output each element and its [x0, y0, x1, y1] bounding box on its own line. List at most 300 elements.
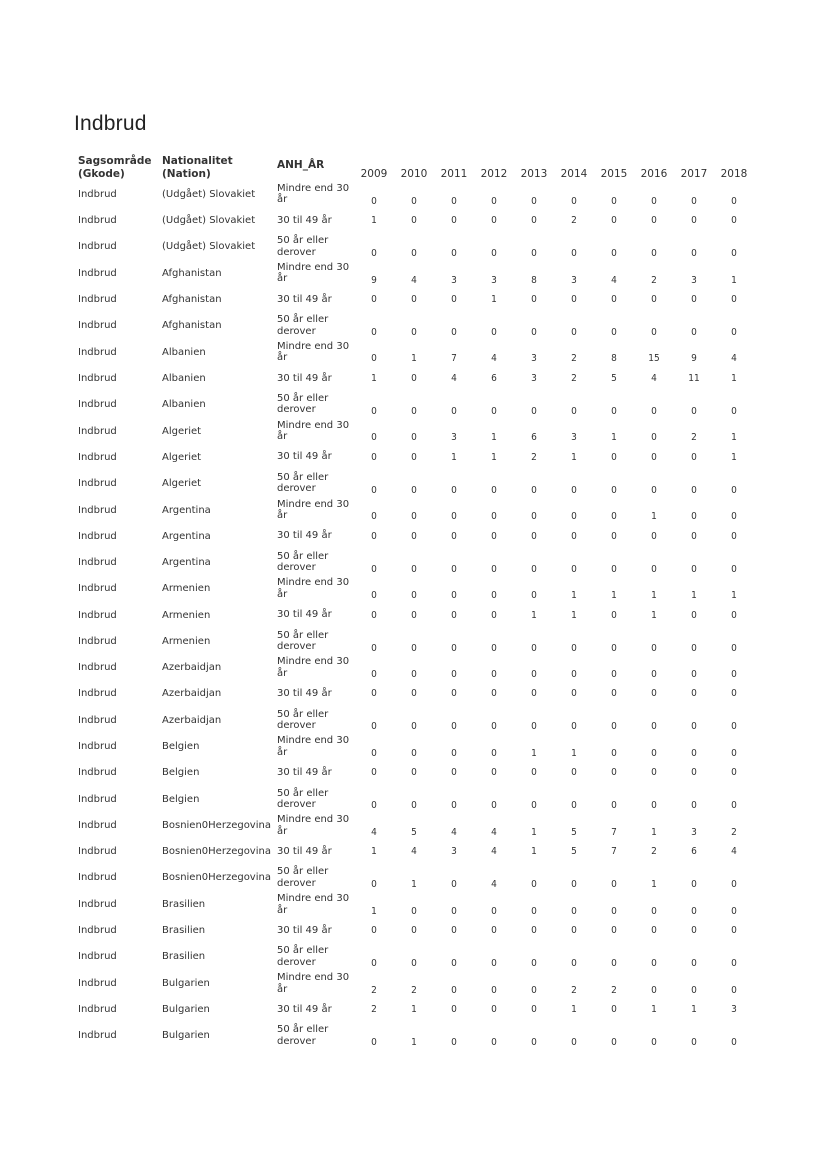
value-cell: 0 — [571, 530, 577, 542]
area-cell: Indbrud — [78, 899, 117, 911]
nation-cell: Armenien — [162, 583, 211, 595]
area-cell: Indbrud — [78, 741, 117, 753]
value-cell: 0 — [731, 1037, 737, 1049]
nation-cell: Argentina — [162, 504, 211, 516]
value-cell: 0 — [731, 609, 737, 621]
value-cell: 0 — [531, 669, 537, 681]
value-cell: 0 — [491, 984, 497, 996]
nation-cell: Armenien — [162, 609, 211, 621]
value-cell: 0 — [451, 925, 457, 937]
value-cell: 0 — [411, 958, 417, 970]
value-cell: 4 — [491, 827, 497, 839]
value-cell: 1 — [531, 609, 537, 621]
value-cell: 1 — [691, 1004, 697, 1016]
value-cell: 0 — [451, 721, 457, 733]
value-cell: 0 — [691, 484, 697, 496]
area-cell: Indbrud — [78, 793, 117, 805]
value-cell: 0 — [651, 1037, 657, 1049]
value-cell: 0 — [571, 688, 577, 700]
value-cell: 0 — [451, 984, 457, 996]
table-row — [74, 391, 754, 418]
value-cell: 0 — [371, 609, 377, 621]
value-cell: 1 — [371, 214, 377, 226]
value-cell: 3 — [451, 432, 457, 444]
value-cell: 0 — [691, 195, 697, 207]
area-cell: Indbrud — [78, 872, 117, 884]
value-cell: 0 — [491, 195, 497, 207]
value-cell: 0 — [691, 563, 697, 575]
value-cell: 0 — [611, 247, 617, 259]
table-row — [74, 181, 754, 208]
value-cell: 0 — [731, 905, 737, 917]
value-cell: 0 — [411, 372, 417, 384]
value-cell: 1 — [531, 827, 537, 839]
value-cell: 0 — [411, 530, 417, 542]
value-cell: 1 — [691, 590, 697, 602]
value-cell: 0 — [491, 767, 497, 779]
value-cell: 0 — [531, 688, 537, 700]
table-row — [74, 1023, 754, 1050]
age-group-cell: Mindre end 30 år — [277, 340, 350, 364]
value-cell: 1 — [451, 451, 457, 463]
value-cell: 0 — [531, 984, 537, 996]
value-cell: 0 — [371, 721, 377, 733]
value-cell: 0 — [651, 925, 657, 937]
value-cell: 0 — [731, 984, 737, 996]
value-cell: 0 — [611, 1037, 617, 1049]
area-cell: Indbrud — [78, 556, 117, 568]
table-row — [74, 839, 754, 865]
value-cell: 0 — [491, 669, 497, 681]
age-group-cell: 30 til 49 år — [277, 609, 332, 621]
table-row — [74, 628, 754, 655]
nation-cell: Brasilien — [162, 951, 206, 963]
value-cell: 4 — [651, 372, 657, 384]
value-cell: 2 — [371, 1004, 377, 1016]
value-cell: 1 — [371, 372, 377, 384]
value-cell: 2 — [651, 846, 657, 858]
value-cell: 0 — [611, 958, 617, 970]
age-group-cell: 50 år eller derover — [277, 945, 329, 968]
value-cell: 0 — [371, 958, 377, 970]
table-row — [74, 260, 754, 287]
value-cell: 0 — [651, 405, 657, 417]
nation-cell: (Udgået) Slovakiet — [162, 241, 256, 253]
value-cell: 0 — [451, 326, 457, 338]
area-cell: Indbrud — [78, 425, 117, 437]
value-cell: 0 — [531, 195, 537, 207]
value-cell: 0 — [531, 767, 537, 779]
value-cell: 4 — [611, 274, 617, 286]
value-cell: 4 — [731, 353, 737, 365]
value-cell: 0 — [371, 353, 377, 365]
value-cell: 0 — [571, 669, 577, 681]
value-cell: 0 — [371, 563, 377, 575]
value-cell: 0 — [451, 767, 457, 779]
value-cell: 0 — [611, 748, 617, 760]
value-cell: 0 — [411, 688, 417, 700]
value-cell: 0 — [651, 958, 657, 970]
age-group-cell: 50 år eller derover — [277, 314, 329, 337]
value-cell: 4 — [731, 846, 737, 858]
value-cell: 0 — [491, 1004, 497, 1016]
nation-cell: Brasilien — [162, 899, 206, 911]
value-cell: 0 — [731, 669, 737, 681]
column-header-age: ANH_ÅR — [277, 158, 325, 171]
value-cell: 0 — [611, 530, 617, 542]
value-cell: 0 — [411, 767, 417, 779]
value-cell: 0 — [691, 879, 697, 891]
nation-cell: Bulgarien — [162, 1030, 210, 1042]
value-cell: 0 — [571, 326, 577, 338]
value-cell: 0 — [611, 511, 617, 523]
nation-cell: Armenien — [162, 635, 211, 647]
table-row — [74, 865, 754, 892]
table-row — [74, 497, 754, 524]
value-cell: 0 — [651, 530, 657, 542]
value-cell: 0 — [691, 642, 697, 654]
table-row — [74, 418, 754, 445]
value-cell: 1 — [491, 293, 497, 305]
value-cell: 6 — [531, 432, 537, 444]
value-cell: 1 — [411, 353, 417, 365]
nation-cell: Azerbaidjan — [162, 688, 222, 700]
nation-cell: Afghanistan — [162, 267, 222, 279]
value-cell: 0 — [451, 484, 457, 496]
value-cell: 0 — [731, 958, 737, 970]
value-cell: 0 — [651, 484, 657, 496]
value-cell: 0 — [731, 214, 737, 226]
value-cell: 0 — [411, 669, 417, 681]
table-row — [74, 339, 754, 366]
column-header-year: 2009 — [360, 168, 388, 180]
table-row — [74, 233, 754, 260]
nation-cell: Afghanistan — [162, 293, 222, 305]
value-cell: 3 — [491, 274, 497, 286]
value-cell: 0 — [651, 688, 657, 700]
value-cell: 0 — [651, 984, 657, 996]
area-cell: Indbrud — [78, 767, 117, 779]
table-row — [74, 365, 754, 391]
value-cell: 1 — [651, 879, 657, 891]
age-group-cell: 50 år eller derover — [277, 629, 329, 653]
age-group-cell: Mindre end 30 år — [277, 419, 350, 443]
value-cell: 0 — [651, 451, 657, 463]
value-cell: 0 — [731, 563, 737, 575]
value-cell: 0 — [731, 642, 737, 654]
table-row — [74, 444, 754, 470]
value-cell: 0 — [411, 511, 417, 523]
nation-cell: Brasilien — [162, 925, 206, 937]
value-cell: 0 — [611, 800, 617, 812]
value-cell: 3 — [731, 1004, 737, 1016]
value-cell: 7 — [611, 846, 617, 858]
value-cell: 3 — [451, 274, 457, 286]
nation-cell: Argentina — [162, 556, 211, 568]
value-cell: 0 — [531, 247, 537, 259]
area-cell: Indbrud — [78, 688, 117, 700]
value-cell: 0 — [691, 748, 697, 760]
value-cell: 1 — [651, 511, 657, 523]
value-cell: 0 — [691, 767, 697, 779]
value-cell: 0 — [371, 432, 377, 444]
value-cell: 0 — [491, 642, 497, 654]
table-row — [74, 549, 754, 576]
age-group-cell: 50 år eller derover — [277, 550, 329, 574]
value-cell: 0 — [451, 748, 457, 760]
value-cell: 1 — [571, 590, 577, 602]
value-cell: 0 — [571, 879, 577, 891]
value-cell: 0 — [611, 925, 617, 937]
value-cell: 0 — [411, 800, 417, 812]
value-cell: 0 — [451, 1037, 457, 1049]
age-group-cell: 50 år eller derover — [277, 235, 329, 258]
value-cell: 0 — [411, 609, 417, 621]
value-cell: 0 — [531, 530, 537, 542]
area-cell: Indbrud — [78, 188, 117, 200]
value-cell: 7 — [451, 353, 457, 365]
value-cell: 3 — [531, 372, 537, 384]
value-cell: 2 — [411, 984, 417, 996]
value-cell: 11 — [688, 372, 700, 384]
value-cell: 3 — [531, 353, 537, 365]
value-cell: 0 — [411, 905, 417, 917]
value-cell: 0 — [371, 484, 377, 496]
age-group-cell: 30 til 49 år — [277, 530, 332, 542]
value-cell: 0 — [371, 293, 377, 305]
value-cell: 0 — [531, 326, 537, 338]
value-cell: 0 — [491, 214, 497, 226]
value-cell: 4 — [411, 274, 417, 286]
area-cell: Indbrud — [78, 846, 117, 858]
value-cell: 1 — [611, 590, 617, 602]
value-cell: 0 — [531, 642, 537, 654]
value-cell: 0 — [411, 721, 417, 733]
area-cell: Indbrud — [78, 504, 117, 516]
value-cell: 0 — [531, 800, 537, 812]
value-cell: 5 — [411, 827, 417, 839]
value-cell: 1 — [651, 1004, 657, 1016]
value-cell: 0 — [571, 958, 577, 970]
table-row — [74, 918, 754, 944]
value-cell: 0 — [451, 511, 457, 523]
value-cell: 0 — [731, 925, 737, 937]
value-cell: 3 — [691, 827, 697, 839]
value-cell: 0 — [491, 511, 497, 523]
column-header-year: 2016 — [640, 168, 668, 180]
value-cell: 0 — [611, 451, 617, 463]
area-cell: Indbrud — [78, 714, 117, 726]
value-cell: 1 — [411, 1004, 417, 1016]
value-cell: 0 — [531, 590, 537, 602]
value-cell: 0 — [611, 293, 617, 305]
value-cell: 9 — [691, 353, 697, 365]
nation-cell: Bulgarien — [162, 1004, 210, 1016]
area-cell: Indbrud — [78, 925, 117, 937]
value-cell: 0 — [411, 484, 417, 496]
value-cell: 2 — [571, 214, 577, 226]
value-cell: 0 — [451, 247, 457, 259]
nation-cell: Albanien — [162, 372, 206, 384]
nation-cell: Belgien — [162, 741, 200, 753]
nation-cell: Algeriet — [162, 451, 202, 463]
value-cell: 0 — [571, 925, 577, 937]
column-header-year: 2018 — [720, 168, 748, 180]
value-cell: 3 — [451, 846, 457, 858]
nation-cell: Afghanistan — [162, 320, 222, 332]
value-cell: 0 — [411, 214, 417, 226]
value-cell: 0 — [691, 958, 697, 970]
value-cell: 1 — [371, 846, 377, 858]
value-cell: 0 — [611, 195, 617, 207]
value-cell: 0 — [731, 688, 737, 700]
value-cell: 8 — [611, 353, 617, 365]
nation-cell: Albanien — [162, 398, 206, 410]
value-cell: 0 — [611, 767, 617, 779]
value-cell: 5 — [571, 846, 577, 858]
nation-cell: Albanien — [162, 346, 206, 358]
value-cell: 0 — [611, 879, 617, 891]
value-cell: 0 — [451, 688, 457, 700]
value-cell: 0 — [491, 748, 497, 760]
value-cell: 0 — [651, 767, 657, 779]
value-cell: 1 — [571, 748, 577, 760]
value-cell: 0 — [531, 405, 537, 417]
value-cell: 0 — [451, 530, 457, 542]
value-cell: 2 — [571, 353, 577, 365]
value-cell: 0 — [731, 405, 737, 417]
value-cell: 0 — [571, 721, 577, 733]
value-cell: 0 — [571, 293, 577, 305]
value-cell: 0 — [531, 511, 537, 523]
value-cell: 8 — [531, 274, 537, 286]
value-cell: 0 — [451, 800, 457, 812]
column-header-year: 2017 — [680, 168, 708, 180]
age-group-cell: 30 til 49 år — [277, 214, 332, 226]
value-cell: 0 — [451, 1004, 457, 1016]
value-cell: 0 — [411, 590, 417, 602]
table-row — [74, 707, 754, 734]
value-cell: 0 — [371, 530, 377, 542]
table-row — [74, 891, 754, 918]
value-cell: 0 — [691, 721, 697, 733]
age-group-cell: Mindre end 30 år — [277, 498, 350, 521]
value-cell: 15 — [648, 353, 660, 365]
value-cell: 0 — [691, 669, 697, 681]
value-cell: 0 — [691, 609, 697, 621]
value-cell: 1 — [731, 432, 737, 444]
area-cell: Indbrud — [78, 820, 117, 832]
value-cell: 1 — [491, 432, 497, 444]
value-cell: 0 — [731, 195, 737, 207]
table-row — [74, 681, 754, 707]
column-header-nation: Nationalitet (Nation) — [162, 155, 233, 180]
value-cell: 0 — [611, 563, 617, 575]
value-cell: 4 — [491, 846, 497, 858]
value-cell: 0 — [411, 405, 417, 417]
table-row — [74, 760, 754, 786]
value-cell: 0 — [491, 530, 497, 542]
value-cell: 1 — [571, 451, 577, 463]
area-cell: Indbrud — [78, 372, 117, 384]
value-cell: 0 — [411, 247, 417, 259]
header-row — [74, 149, 754, 181]
value-cell: 0 — [531, 925, 537, 937]
value-cell: 0 — [691, 1037, 697, 1049]
nation-cell: Bulgarien — [162, 978, 210, 990]
table-body — [74, 181, 754, 1049]
value-cell: 0 — [651, 721, 657, 733]
age-group-cell: Mindre end 30 år — [277, 577, 350, 600]
value-cell: 0 — [371, 669, 377, 681]
value-cell: 0 — [651, 214, 657, 226]
nation-cell: Algeriet — [162, 477, 202, 489]
area-cell: Indbrud — [78, 214, 117, 226]
area-cell: Indbrud — [78, 451, 117, 463]
value-cell: 0 — [611, 214, 617, 226]
area-cell: Indbrud — [78, 346, 117, 358]
area-cell: Indbrud — [78, 1004, 117, 1016]
table-row — [74, 970, 754, 997]
value-cell: 2 — [691, 432, 697, 444]
value-cell: 0 — [651, 642, 657, 654]
value-cell: 0 — [691, 530, 697, 542]
value-cell: 0 — [491, 800, 497, 812]
column-header-year: 2013 — [520, 168, 548, 180]
value-cell: 0 — [451, 214, 457, 226]
value-cell: 0 — [451, 879, 457, 891]
area-cell: Indbrud — [78, 609, 117, 621]
value-cell: 6 — [491, 372, 497, 384]
value-cell: 0 — [691, 984, 697, 996]
value-cell: 0 — [371, 767, 377, 779]
value-cell: 0 — [371, 879, 377, 891]
value-cell: 4 — [451, 372, 457, 384]
value-cell: 1 — [571, 1004, 577, 1016]
value-cell: 0 — [531, 293, 537, 305]
value-cell: 0 — [611, 609, 617, 621]
value-cell: 1 — [651, 827, 657, 839]
value-cell: 0 — [691, 247, 697, 259]
area-cell: Indbrud — [78, 241, 117, 253]
value-cell: 0 — [731, 511, 737, 523]
value-cell: 0 — [491, 484, 497, 496]
value-cell: 0 — [451, 669, 457, 681]
column-header-year: 2012 — [480, 168, 508, 180]
table-row — [74, 997, 754, 1023]
age-group-cell: 50 år eller derover — [277, 392, 329, 416]
table-row — [74, 576, 754, 603]
value-cell: 0 — [571, 563, 577, 575]
nation-cell: Bosnien0Herzegovina — [162, 820, 271, 832]
value-cell: 0 — [371, 590, 377, 602]
value-cell: 0 — [731, 293, 737, 305]
area-cell: Indbrud — [78, 583, 117, 595]
table-row — [74, 733, 754, 760]
value-cell: 4 — [491, 879, 497, 891]
age-group-cell: Mindre end 30 år — [277, 182, 350, 206]
column-header-year: 2014 — [560, 168, 588, 180]
column-header-year: 2015 — [600, 168, 628, 180]
value-cell: 0 — [651, 563, 657, 575]
value-cell: 0 — [371, 800, 377, 812]
area-cell: Indbrud — [78, 293, 117, 305]
table-row — [74, 655, 754, 682]
value-cell: 0 — [411, 326, 417, 338]
nation-cell: Belgien — [162, 793, 200, 805]
value-cell: 0 — [691, 326, 697, 338]
area-cell: Indbrud — [78, 267, 117, 279]
